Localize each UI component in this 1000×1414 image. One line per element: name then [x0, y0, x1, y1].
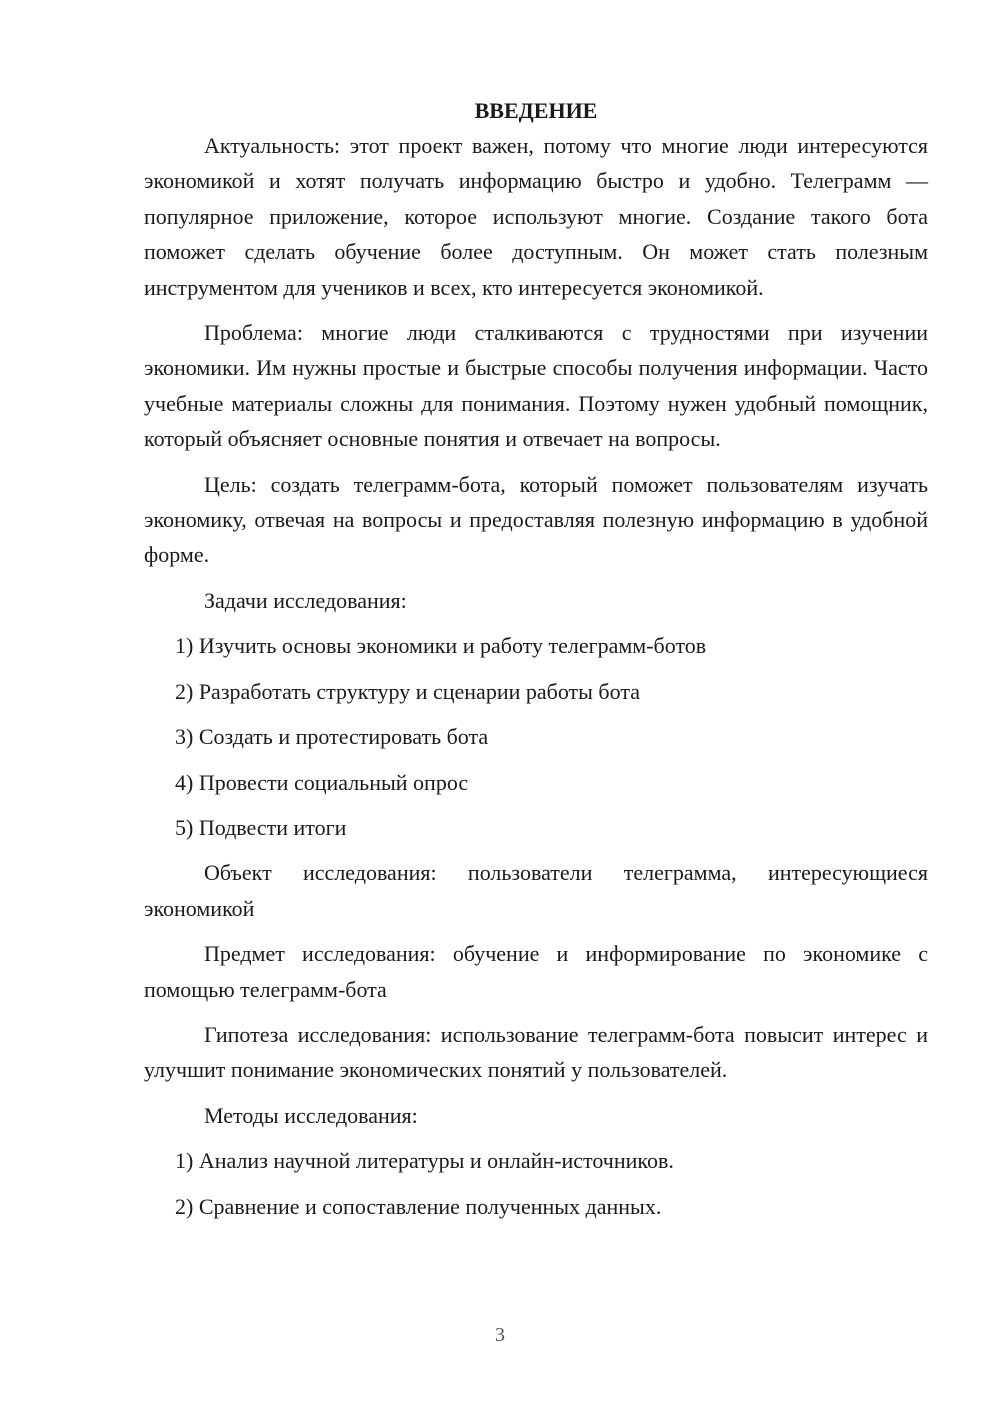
methods-list	[144, 1143, 928, 1224]
list-item: 4) Провести социальный опрос	[175, 769, 469, 795]
list-item: 2) Разработать структуру и сценарии работы бота	[175, 678, 640, 704]
problem-paragraph: Проблема: многие люди сталкиваются с трудностями при изучении экономики. Им нужны простые и быстрые способы получения информации. Часто учебные материалы сложны для понимания. Поэтому нужен удобный помощник, который объясняет основные понятия и отвечает на вопросы.	[144, 320, 928, 452]
subject-paragraph: Предмет исследования: обучение и информирование по экономике с помощью телеграмм-бота	[144, 941, 928, 1002]
goal-paragraph: Цель: создать телеграмм-бота, который поможет пользователям изучать экономику, отвечая на вопросы и предоставляя полезную информацию в удобной форме.	[144, 471, 928, 568]
list-item: 5) Подвести итоги	[175, 814, 347, 840]
section-title: ВВЕДЕНИЕ	[474, 98, 598, 123]
list-item: 1) Анализ научной литературы и онлайн-источников.	[175, 1148, 674, 1174]
list-item: 2) Сравнение и сопоставление полученных данных.	[175, 1193, 662, 1219]
list-item: 3) Создать и протестировать бота	[175, 724, 489, 750]
hypothesis-paragraph: Гипотеза исследования: использование телеграмм-бота повысит интерес и улучшит понимание экономических понятий у пользователей.	[144, 1021, 928, 1083]
object-paragraph: Объект исследования: пользователи телеграмма, интересующиеся экономикой	[144, 860, 928, 921]
document-page	[144, 96, 928, 1234]
methods-heading: Методы исследования:	[204, 1102, 418, 1128]
list-item: 1) Изучить основы экономики и работу телеграмм-ботов	[175, 633, 707, 659]
relevance-paragraph: Актуальность: этот проект важен, потому что многие люди интересуются экономикой и хотят получать информацию быстро и удобно. Телеграмм — популярное приложение, которое используют многие. Создание такого бота поможет сделать обучение более доступным. Он может стать полезным инструментом для учеников и всех, кто интересуется экономикой.	[144, 133, 928, 300]
tasks-list	[144, 628, 928, 845]
page-number: 3	[495, 1324, 505, 1346]
tasks-heading: Задачи исследования:	[204, 587, 407, 613]
